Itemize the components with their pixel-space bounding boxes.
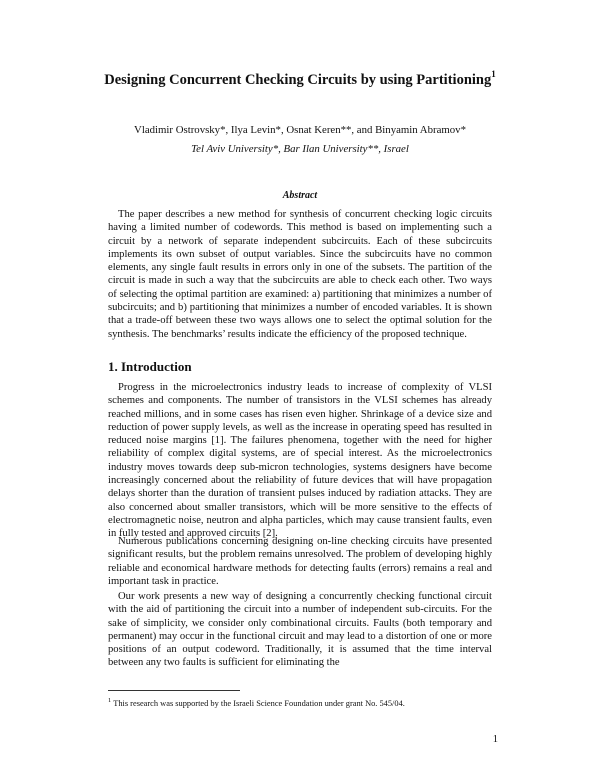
intro-paragraph: Our work presents a new way of designing a concurrently checking functional circuit with the aid of partitioning the circuit into a number of independent sub-circuits. For the sake of simplicity, we consider only combinational circuits. Faults (both temporary and permanent) may occur in the functional circuit and may lead to a distortion of one or more positions of an output codeword. Traditionally, it is assumed that the time interval between any two faults is sufficient for eliminating the (108, 591, 492, 669)
intro-paragraph: Numerous publications concerning designing on-line checking circuits have presented significant results, but the problem remains unresolved. The problem of developing highly reliable and economical hardware methods for detecting faults (errors) remains a real and important task in practice. (108, 536, 492, 587)
paper-title-text: Designing Concurrent Checking Circuits by using Partitioning (104, 71, 492, 88)
paper-title (100, 66, 500, 89)
intro-paragraph: Progress in the microelectronics industry leads to increase of complexity of VLSI schemes and components. The number of transistors in the VLSI schemes has already reached millions, and in some cases has risen even higher. Shrinkage of a device size and reduction of power supply levels, as well as the increase in operating speed has resulted in reduced noise margins [1]. The failures phenomena, together with the need for higher reliability of complex digital systems, are of special interest. As the microelectronics industry moves towards deep sub-micron technologies, systems designers have become increasingly concerned about the reliability of future devices that will have propagation delays shorter than the duration of transient pulses induced by radiation attacks. They are also concerned about smaller transistors, which will be more sensitive to the effects of electromagnetic noise, neutron and alpha particles, which may cause transient faults, even in fully tested and approved circuits [2]. (108, 382, 492, 540)
footnote-mark: 1 (108, 697, 112, 704)
abstract-heading: Abstract (282, 190, 318, 201)
footnote-divider (108, 690, 240, 691)
footnote (108, 697, 492, 708)
title-footnote-mark: 1 (491, 69, 496, 79)
section-heading-introduction: 1. Introduction (108, 359, 192, 374)
page-number: 1 (492, 734, 498, 745)
affiliations: Tel Aviv University*, Bar Ilan University**, Israel (191, 143, 409, 155)
author-list: Vladimir Ostrovsky*, Ilya Levin*, Osnat Keren**, and Binyamin Abramov* (134, 124, 466, 136)
abstract-body: The paper describes a new method for synthesis of concurrent checking logic circuits having a limited number of codewords. This method is based on implementing such a circuit by a network of separate independent subcircuits. Each of these subcircuits implements its own subset of output variables. Since the subcircuits have no common elements, any single fault results in errors only in one of the subsets. The partition of the circuit is made in such a way that the subcircuits are able to check each other. Two ways of selecting the optimal partition are examined: a) partitioning that minimizes a number of subcircuits; and b) partitioning that minimizes a number of encoded variables. It is shown that a trade-off between these two ways allows one to select the optimal solution for the synthesis. The benchmarks’ results indicate the efficiency of the proposed technique. (108, 209, 492, 340)
footnote-text: This research was supported by the Israeli Science Foundation under grant No. 545/04. (113, 698, 405, 708)
